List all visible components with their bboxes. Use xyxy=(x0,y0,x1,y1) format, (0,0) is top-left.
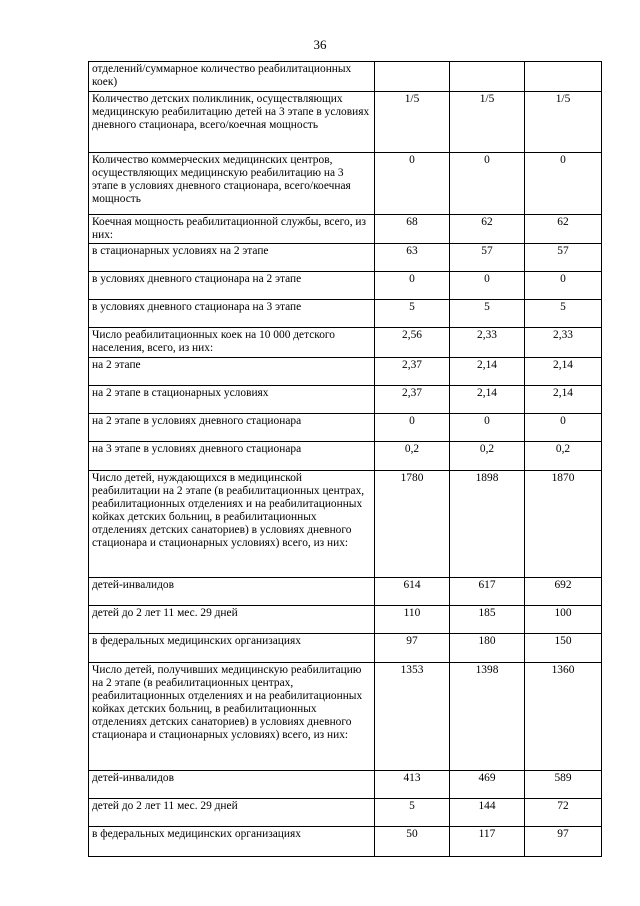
row-value-1: 68 xyxy=(375,215,450,244)
row-value-2: 5 xyxy=(450,300,525,328)
table-row xyxy=(89,153,602,215)
row-value-2: 469 xyxy=(450,771,525,799)
table-row xyxy=(89,272,602,300)
row-value-3: 0,2 xyxy=(525,442,602,471)
table-row xyxy=(89,827,602,857)
row-value-1: 0,2 xyxy=(375,442,450,471)
table-row xyxy=(89,386,602,414)
row-value-2: 1898 xyxy=(450,471,525,578)
row-value-2: 0 xyxy=(450,272,525,300)
row-value-2: 1398 xyxy=(450,663,525,771)
row-label: на 2 этапе xyxy=(89,358,375,386)
row-label: Число реабилитационных коек на 10 000 детского населения, всего, из них: xyxy=(89,328,375,358)
row-value-1: 0 xyxy=(375,153,450,215)
table-row xyxy=(89,62,602,92)
row-value-1: 5 xyxy=(375,799,450,827)
row-label: в условиях дневного стационара на 3 этапе xyxy=(89,300,375,328)
row-value-2: 2,14 xyxy=(450,386,525,414)
row-label: в федеральных медицинских организациях xyxy=(89,827,375,857)
row-value-3: 100 xyxy=(525,606,602,634)
row-value-2 xyxy=(450,62,525,92)
row-value-1: 110 xyxy=(375,606,450,634)
row-label: в федеральных медицинских организациях xyxy=(89,634,375,663)
row-label: Количество детских поликлиник, осуществляющих медицинскую реабилитацию детей на 3 этапе в условиях дневного стационара, всего/коечная мощность xyxy=(89,92,375,153)
table-row xyxy=(89,799,602,827)
row-label: Коечная мощность реабилитационной службы, всего, из них: xyxy=(89,215,375,244)
row-label: детей до 2 лет 11 мес. 29 дней xyxy=(89,799,375,827)
table-row xyxy=(89,471,602,578)
table-row xyxy=(89,328,602,358)
table-row xyxy=(89,663,602,771)
row-value-3: 2,14 xyxy=(525,386,602,414)
row-label: в стационарных условиях на 2 этапе xyxy=(89,244,375,272)
row-value-2: 117 xyxy=(450,827,525,857)
statistics-table xyxy=(88,61,602,857)
row-label: Количество коммерческих медицинских центров, осуществляющих медицинскую реабилитацию на 3 этапе в условиях дневного стационара, всего/коечная мощность xyxy=(89,153,375,215)
page-number: 36 xyxy=(313,37,327,52)
row-value-2: 185 xyxy=(450,606,525,634)
table-row xyxy=(89,578,602,606)
row-value-3: 692 xyxy=(525,578,602,606)
table-row xyxy=(89,771,602,799)
row-label: отделений/суммарное количество реабилитационных коек) xyxy=(89,62,375,92)
table-row xyxy=(89,442,602,471)
row-value-1: 2,56 xyxy=(375,328,450,358)
row-label: Число детей, получивших медицинскую реабилитацию на 2 этапе (в реабилитационных центрах, реабилитационных отделениях и на реабилитационных койках детских больниц, в реабилитационных отделениях детских санаториев) в условиях дневного стационара и стационарных условиях) всего, из них: xyxy=(89,663,375,771)
row-value-2: 144 xyxy=(450,799,525,827)
row-value-1: 413 xyxy=(375,771,450,799)
table-row xyxy=(89,414,602,442)
row-value-3: 1360 xyxy=(525,663,602,771)
row-value-1: 2,37 xyxy=(375,358,450,386)
row-label: на 3 этапе в условиях дневного стационара xyxy=(89,442,375,471)
row-label: на 2 этапе в условиях дневного стационара xyxy=(89,414,375,442)
row-value-1: 5 xyxy=(375,300,450,328)
row-value-2: 617 xyxy=(450,578,525,606)
row-value-3: 0 xyxy=(525,414,602,442)
table-row xyxy=(89,606,602,634)
row-value-3: 2,14 xyxy=(525,358,602,386)
row-label: детей до 2 лет 11 мес. 29 дней xyxy=(89,606,375,634)
table-row xyxy=(89,215,602,244)
row-value-1: 1353 xyxy=(375,663,450,771)
row-value-1 xyxy=(375,62,450,92)
table-row xyxy=(89,244,602,272)
row-value-3: 1/5 xyxy=(525,92,602,153)
row-value-3: 0 xyxy=(525,272,602,300)
row-value-3: 589 xyxy=(525,771,602,799)
row-label: в условиях дневного стационара на 2 этапе xyxy=(89,272,375,300)
row-label: на 2 этапе в стационарных условиях xyxy=(89,386,375,414)
row-value-2: 0 xyxy=(450,153,525,215)
row-value-2: 0,2 xyxy=(450,442,525,471)
row-value-1: 1780 xyxy=(375,471,450,578)
row-value-1: 1/5 xyxy=(375,92,450,153)
row-value-1: 0 xyxy=(375,272,450,300)
row-value-1: 50 xyxy=(375,827,450,857)
row-value-2: 62 xyxy=(450,215,525,244)
row-label: детей-инвалидов xyxy=(89,578,375,606)
table-row xyxy=(89,300,602,328)
row-value-3: 0 xyxy=(525,153,602,215)
row-value-2: 1/5 xyxy=(450,92,525,153)
row-value-1: 97 xyxy=(375,634,450,663)
row-value-3: 72 xyxy=(525,799,602,827)
row-value-2: 180 xyxy=(450,634,525,663)
row-value-3: 1870 xyxy=(525,471,602,578)
row-value-1: 63 xyxy=(375,244,450,272)
row-value-2: 0 xyxy=(450,414,525,442)
row-value-2: 2,14 xyxy=(450,358,525,386)
row-value-3: 62 xyxy=(525,215,602,244)
row-value-3: 57 xyxy=(525,244,602,272)
row-value-1: 614 xyxy=(375,578,450,606)
row-value-2: 2,33 xyxy=(450,328,525,358)
table-row xyxy=(89,92,602,153)
row-value-3 xyxy=(525,62,602,92)
table-body xyxy=(89,62,602,857)
row-value-3: 97 xyxy=(525,827,602,857)
row-value-1: 0 xyxy=(375,414,450,442)
row-value-3: 5 xyxy=(525,300,602,328)
row-value-1: 2,37 xyxy=(375,386,450,414)
row-value-2: 57 xyxy=(450,244,525,272)
table-row xyxy=(89,358,602,386)
row-value-3: 2,33 xyxy=(525,328,602,358)
row-label: детей-инвалидов xyxy=(89,771,375,799)
table-row xyxy=(89,634,602,663)
row-value-3: 150 xyxy=(525,634,602,663)
row-label: Число детей, нуждающихся в медицинской реабилитации на 2 этапе (в реабилитационных центрах, реабилитационных отделениях и на реабилитационных койках детских больниц, в реабилитационных отделениях детских санаториев) в условиях дневного стационара и стационарных условиях) всего, из них: xyxy=(89,471,375,578)
